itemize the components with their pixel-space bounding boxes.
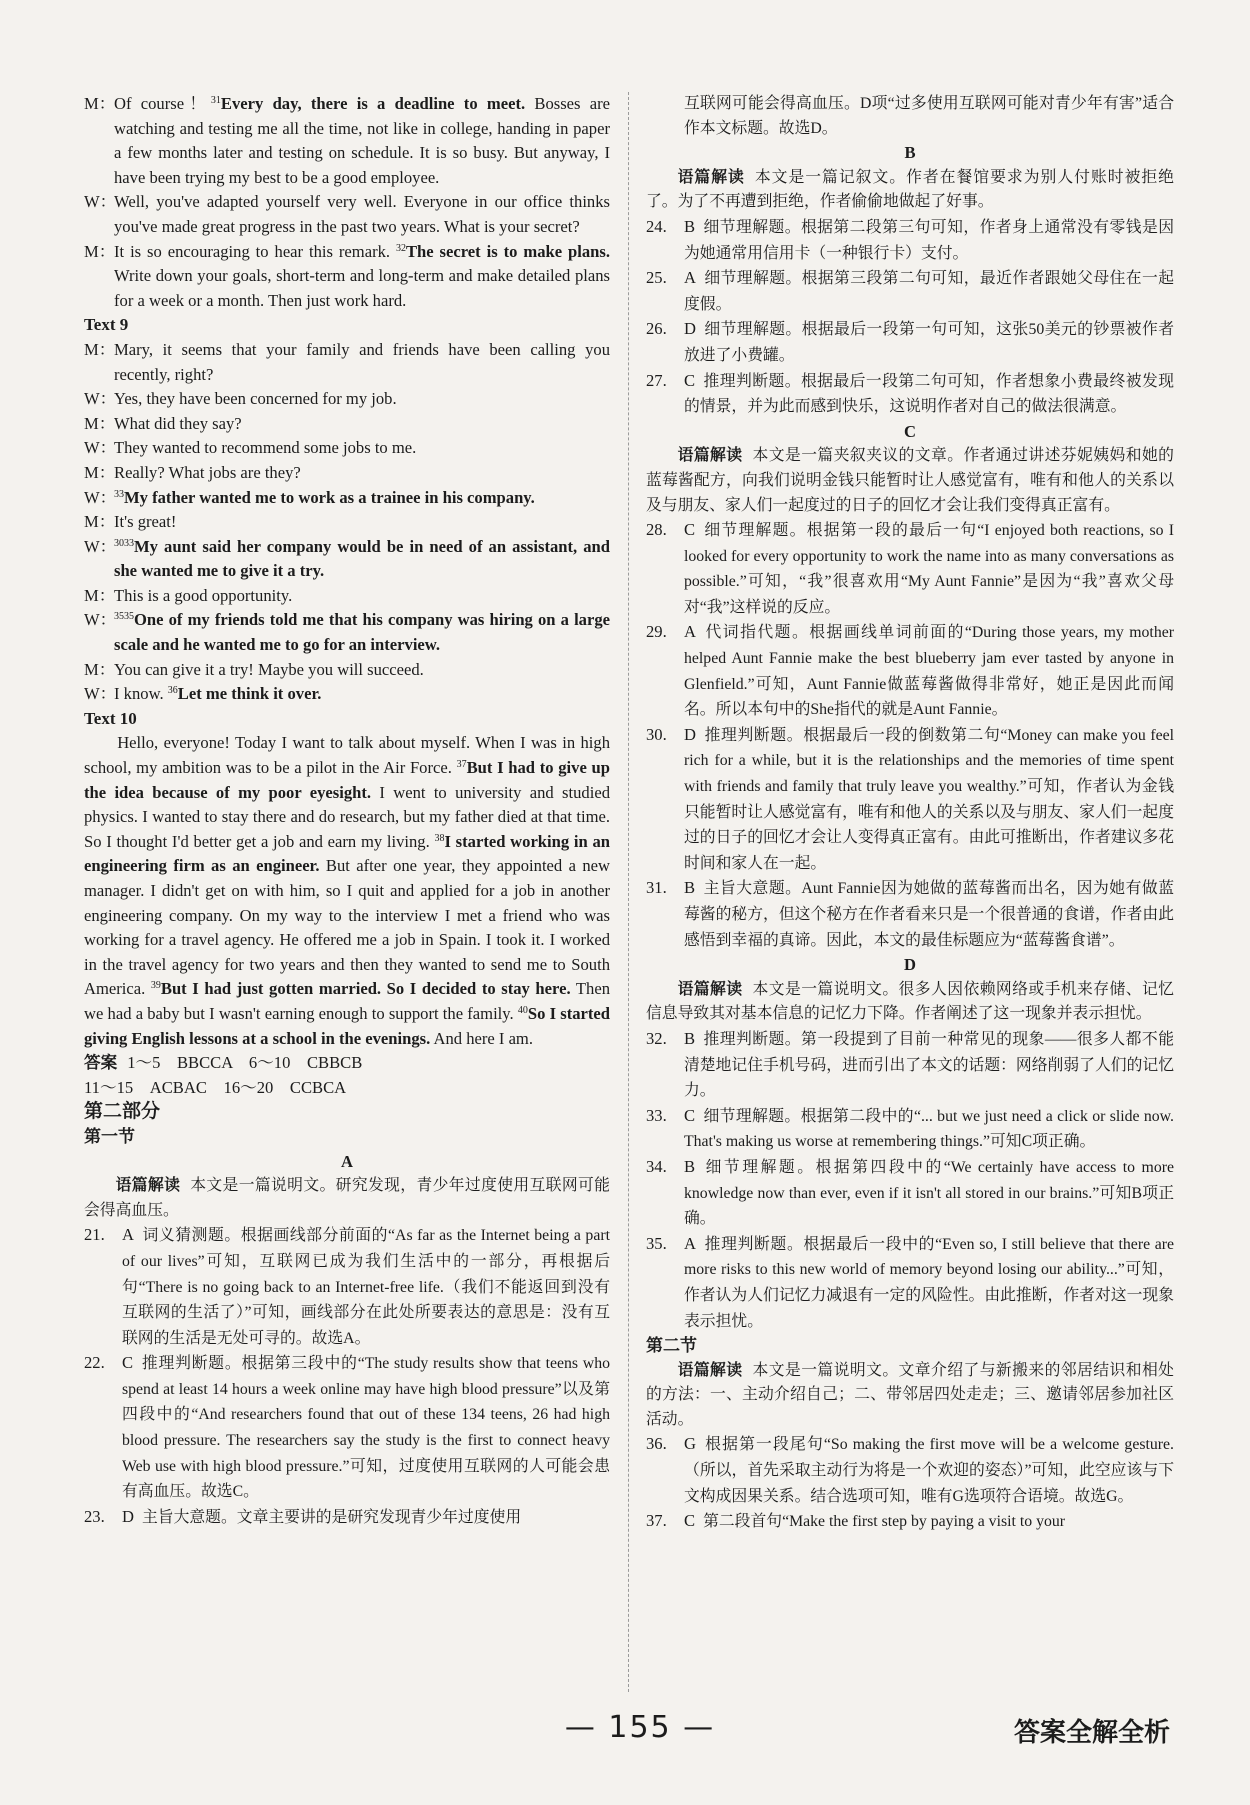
question-item bbox=[646, 518, 1174, 620]
answer-label: 答案 bbox=[84, 1053, 118, 1073]
question-number: 21. bbox=[84, 1225, 105, 1245]
dialog-text: Write down your goals, short-term and long-term and make detailed plans for a week or a month. Then just work hard. bbox=[114, 266, 610, 310]
question-explanation: 推理判断题。第一段提到了目前一种常见的现象——很多人都不能清楚地记住手机号码，进而引出了本文的话题：网络削弱了人们的记忆力。 bbox=[684, 1030, 1174, 1100]
question-explanation: 细节理解题。根据最后一段第一句可知，这张50美元的钞票被作者放进了小费罐。 bbox=[684, 321, 1174, 364]
sentence-marker: 3535 bbox=[114, 611, 134, 623]
dialog-line bbox=[84, 535, 610, 584]
continued-text: 互联网可能会得高血压。D项“过多使用互联网可能对青少年有害”适合作本文标题。故选D。 bbox=[684, 95, 1174, 137]
speaker-label: W： bbox=[84, 684, 117, 704]
question-explanation: 代词指代题。根据画线单词前面的“During those years, my mother helped Aunt Fannie make the best blueberry jam ever tasted by anyone in Glenfield.”可知，Aunt Fannie做蓝莓酱做得非常好，她正是因此而闻名。所以本句中的She指代的就是Aunt Fannie。 bbox=[684, 624, 1174, 719]
dialog-text: What did they say? bbox=[114, 413, 242, 433]
question-answer: B bbox=[684, 1028, 696, 1048]
dialog-line bbox=[84, 240, 610, 314]
question-item bbox=[84, 1223, 610, 1351]
key-sentence: But I had just gotten married. So I decided to stay here. bbox=[160, 979, 571, 999]
question-answer: D bbox=[684, 319, 696, 339]
left-column bbox=[84, 92, 610, 1530]
question-number: 30. bbox=[646, 724, 667, 744]
question-number: 35. bbox=[646, 1233, 667, 1253]
dialog-line bbox=[84, 608, 610, 657]
question-number: 33. bbox=[646, 1105, 667, 1125]
question-answer: A bbox=[684, 622, 696, 642]
question-item bbox=[646, 1509, 1174, 1535]
question-explanation: 推理判断题。根据第三段中的“The study results show that teens who spend at least 14 hours a week online may have high blood pressure”以及第四段中的“And researchers found that out of these 134 teens, 26 had high blood pressure. The researchers say the study is the first to connect heavy Web use with high blood pressure.”可知，过度使用互联网的人可能会患有高血压。故选C。 bbox=[122, 1355, 610, 1501]
speaker-label: W： bbox=[84, 438, 117, 458]
speaker-label: W： bbox=[84, 536, 117, 556]
dialog-section bbox=[84, 92, 610, 313]
dialog-line bbox=[84, 412, 610, 437]
question-answer: A bbox=[684, 268, 696, 288]
question-explanation: 推理判断题。根据最后一段的倒数第二句“Money can make you feel rich for a while, but it is the relationships and the memories of time spent with friends and family that truly leave you wealthy.”可知，作者认为金钱只能暂时让人感觉富有，唯有和他人的关系以及与朋友、家人们一起度过的日子的回忆才会让人变得真正富有。由此可推断出，作者建议多花时间和家人在一起。 bbox=[684, 726, 1174, 872]
dialog-line bbox=[84, 658, 610, 683]
question-explanation: 词义猜测题。根据画线部分前面的“As far as the Internet being a part of our lives”可知，互联网已成为我们生活中的一部分，再根据后句“There is no going back to an Internet-free life.（我们不能返回到没有互联网的生活了）”可知，画线部分在此处所要表达的意思是：没有互联网的生活是无处可寻的。故选A。 bbox=[122, 1227, 610, 1347]
dialog-line bbox=[84, 387, 610, 412]
speaker-label: M： bbox=[84, 339, 116, 359]
right-column bbox=[646, 92, 1174, 1535]
question-number: 31. bbox=[646, 878, 667, 898]
question-number: 27. bbox=[646, 370, 667, 390]
question-item bbox=[84, 1505, 610, 1531]
speaker-label: M： bbox=[84, 659, 116, 679]
intro-c: 语篇解读 本文是一篇夹叙夹议的文章。作者通过讲述芬妮姨妈和她的蓝莓酱配方，向我们说明金钱只能暂时让人感觉富有，唯有和他人的关系以及与朋友、家人们一起度过的日子的回忆才会让我们变得真正富有。 bbox=[646, 447, 1174, 514]
question-answer: G bbox=[684, 1434, 696, 1454]
question-number: 37. bbox=[646, 1511, 667, 1531]
key-sentence: Let me think it over. bbox=[177, 684, 322, 704]
speaker-label: M： bbox=[84, 94, 116, 113]
question-list bbox=[84, 1223, 610, 1530]
question-number: 34. bbox=[646, 1156, 667, 1176]
dialog-line bbox=[84, 436, 610, 461]
dialog-section bbox=[84, 338, 610, 707]
speaker-label: M： bbox=[84, 241, 116, 261]
part-heading: 第二部分 bbox=[84, 1101, 161, 1123]
dialog-line bbox=[84, 682, 610, 707]
intro-a: 语篇解读 本文是一篇说明文。研究发现，青少年过度使用互联网可能会得高血压。 bbox=[84, 1177, 610, 1219]
page-number: — 155 — bbox=[564, 1710, 716, 1745]
answer-line-2: 11～15 ACBAC 16～20 CCBCA bbox=[84, 1077, 347, 1097]
question-answer: B bbox=[684, 216, 696, 236]
sentence-marker: 36 bbox=[167, 685, 178, 697]
sub-heading-a: A bbox=[341, 1151, 353, 1171]
speaker-label: W： bbox=[84, 487, 117, 507]
question-answer: C bbox=[684, 1105, 696, 1125]
question-list bbox=[646, 215, 1174, 420]
dialog-line bbox=[84, 92, 610, 190]
dialog-line bbox=[84, 461, 610, 486]
dialog-text: You can give it a try! Maybe you will succeed. bbox=[114, 659, 424, 679]
question-item bbox=[646, 369, 1174, 420]
dialog-text: Then we had a baby but I wasn't earning enough to support the family. bbox=[84, 979, 611, 1023]
sub-heading-b: B bbox=[904, 143, 916, 163]
speaker-label: M： bbox=[84, 585, 116, 605]
question-explanation: 细节理解题。根据第四段中的“We certainly have access to more knowledge now than ever, even if it isn't all stored in our brains.”可知B项正确。 bbox=[684, 1158, 1174, 1228]
key-sentence: My aunt said her company would be in need of an assistant, and she wanted me to give it a try. bbox=[114, 536, 610, 581]
question-explanation: 主旨大意题。Aunt Fannie因为她做的蓝莓酱而出名，因为她有做蓝莓酱的秘方，但这个秘方在作者看来只是一个很普通的食谱，作者由此感悟到幸福的真谛。因此，本文的最佳标题应为“蓝莓酱食谱”。 bbox=[684, 880, 1174, 949]
question-item bbox=[646, 1232, 1174, 1334]
question-answer: A bbox=[122, 1225, 134, 1245]
question-item bbox=[646, 1027, 1174, 1104]
dialog-text: I know. bbox=[114, 684, 168, 704]
dialog-text: It's great! bbox=[114, 512, 177, 532]
question-item bbox=[646, 215, 1174, 266]
question-explanation: 细节理解题。根据第二段中的“... but we just need a click or slide now. That's making us worse at remembering things.”可知C项正确。 bbox=[684, 1107, 1174, 1151]
column-divider bbox=[628, 92, 629, 1692]
question-explanation: 主旨大意题。文章主要讲的是研究发现青少年过度使用 bbox=[141, 1508, 522, 1526]
question-number: 24. bbox=[646, 216, 667, 236]
question-explanation: 细节理解题。根据第二段第三句可知，作者身上通常没有零钱是因为她通常用信用卡（一种银行卡）支付。 bbox=[684, 218, 1174, 262]
intro-b: 语篇解读 本文是一篇记叙文。作者在餐馆要求为别人付账时被拒绝了。为了不再遭到拒绝，作者偷偷地做起了好事。 bbox=[646, 168, 1174, 211]
question-item bbox=[646, 317, 1174, 368]
dialog-line bbox=[84, 486, 610, 511]
sentence-marker: 38 bbox=[434, 832, 445, 844]
dialog-text: Hello, everyone! Today I want to talk about myself. When I was in high school, my ambition was to be a pilot in the Air Force. bbox=[84, 733, 610, 778]
question-answer: C bbox=[122, 1353, 134, 1373]
question-item bbox=[646, 1432, 1174, 1509]
intro-d: 语篇解读 本文是一篇说明文。很多人因依赖网络或手机来存储、记忆信息导致其对基本信息的记忆力下降。作者阐述了这一现象并表示担忧。 bbox=[646, 980, 1174, 1023]
question-answer: C bbox=[684, 520, 696, 540]
text10-title: Text 10 bbox=[84, 708, 137, 728]
dialog-text: It is so encouraging to hear this remark. bbox=[114, 241, 396, 261]
key-sentence: Every day, there is a deadline to meet. bbox=[220, 94, 526, 113]
dialog-text: Mary, it seems that your family and friends have been calling you recently, right? bbox=[114, 339, 610, 384]
dialog-text: Well, you've adapted yourself very well. Everyone in our office thinks you've made great progress in the past two years. What is your secret? bbox=[114, 192, 610, 236]
question-answer: D bbox=[122, 1506, 134, 1526]
question-number: 23. bbox=[84, 1506, 105, 1526]
dialog-line bbox=[84, 584, 610, 609]
speaker-label: M： bbox=[84, 462, 116, 482]
key-sentence: I started working in an engineering firm as an engineer. bbox=[84, 831, 610, 876]
question-list bbox=[646, 1432, 1174, 1534]
question-item bbox=[84, 1351, 610, 1505]
dialog-line bbox=[84, 338, 610, 387]
sub-heading-d: D bbox=[904, 955, 916, 975]
dialog-text: But after one year, they appointed a new manager. I didn't get on with him, so I quit and applied for a job in another engineering company. On my way to the interview I met a friend who was working for a travel agency. He offered me a job in Spain. I took it. I worked in the travel agency for two years and then they wanted to send me to South America. bbox=[84, 856, 610, 999]
question-item bbox=[646, 876, 1174, 953]
question-number: 26. bbox=[646, 319, 667, 339]
question-list bbox=[646, 1027, 1174, 1334]
dialog-text: Yes, they have been concerned for my job. bbox=[114, 389, 397, 409]
key-sentence: But I had to give up the idea because of my poor eyesight. bbox=[84, 758, 610, 802]
question-item bbox=[646, 1104, 1174, 1155]
dialog-text: This is a good opportunity. bbox=[114, 585, 293, 605]
question-explanation: 细节理解题。根据第一段的最后一句“I enjoyed both reactions, so I looked for every opportunity to work the name into as many conversations as possible.”可知，“我”很喜欢用“My Aunt Fannie”是因为“我”喜欢父母对“我”这样说的反应。 bbox=[684, 522, 1174, 616]
dialog-line bbox=[84, 190, 610, 239]
question-number: 32. bbox=[646, 1028, 667, 1048]
sub-heading-c: C bbox=[904, 421, 916, 441]
question-answer: C bbox=[684, 370, 696, 390]
dialog-text: Really? What jobs are they? bbox=[114, 462, 301, 482]
answer-line-1: 1～5 BBCCA 6～10 CBBCB bbox=[127, 1053, 363, 1073]
question-explanation: 推理判断题。根据最后一段中的“Even so, I still believe that there are more risks to this new world of memory beyond losing our ability...”可知，作者认为人们记忆力减退有一定的风险性。由此推断，作者对这一现象表示担忧。 bbox=[684, 1235, 1174, 1330]
dialog-text: And here I am. bbox=[430, 1028, 533, 1048]
speaker-label: W： bbox=[84, 192, 117, 212]
sentence-marker: 32 bbox=[395, 242, 406, 254]
sentence-marker: 39 bbox=[150, 980, 161, 992]
intro-s2: 语篇解读 本文是一篇说明文。文章介绍了与新搬来的邻居结识和相处的方法：一、主动介绍自己；二、带邻居四处走走；三、邀请邻居参加社区活动。 bbox=[646, 1361, 1174, 1428]
answer-key bbox=[84, 1051, 610, 1076]
sentence-marker: 37 bbox=[456, 759, 467, 771]
question-item bbox=[646, 1155, 1174, 1232]
running-title: 答案全解全析 bbox=[1013, 1718, 1170, 1748]
sentence-marker: 3033 bbox=[114, 537, 134, 549]
sentence-marker: 33 bbox=[114, 488, 124, 500]
section-heading: 第一节 bbox=[84, 1126, 135, 1146]
question-explanation: 根据第一段尾句“So making the first move will be a welcome gesture.（所以，首先采取主动行为将是一个欢迎的姿态）”可知，此空应该与下文构成因果关系。结合选项可知，唯有G选项符合语境。故选G。 bbox=[684, 1436, 1174, 1505]
question-item bbox=[646, 723, 1174, 877]
key-sentence: The secret is to make plans. bbox=[405, 241, 610, 261]
question-answer: D bbox=[684, 724, 696, 744]
dialog-text: They wanted to recommend some jobs to me. bbox=[114, 438, 417, 458]
dialog-line bbox=[84, 510, 610, 535]
key-sentence: My father wanted me to work as a trainee in his company. bbox=[124, 487, 535, 507]
question-answer: A bbox=[684, 1233, 696, 1253]
question-answer: B bbox=[684, 1156, 696, 1176]
question-number: 29. bbox=[646, 622, 667, 642]
question-explanation: 第二段首句“Make the first step by paying a visit to your bbox=[703, 1513, 1066, 1531]
speaker-label: W： bbox=[84, 389, 117, 409]
sentence-marker: 40 bbox=[517, 1004, 528, 1016]
dialog-text: I went to university and studied physics. I wanted to stay there and do research, but my father died at that time. So I thought I'd better get a job and earn my living. bbox=[84, 782, 610, 851]
sentence-marker: 31 bbox=[210, 95, 221, 106]
text10-passage bbox=[84, 731, 610, 1051]
question-explanation: 推理判断题。根据最后一段第二句可知，作者想象小费最终被发现的情景，并为此而感到快乐，这说明作者对自己的做法很满意。 bbox=[684, 372, 1174, 416]
key-sentence: So I started giving English lessons at a school in the evenings. bbox=[84, 1003, 610, 1048]
question-number: 25. bbox=[646, 268, 667, 288]
question-explanation: 细节理解题。根据第三段第二句可知，最近作者跟她父母住在一起度假。 bbox=[684, 270, 1174, 313]
section-heading-2: 第二节 bbox=[646, 1336, 697, 1356]
question-item bbox=[646, 620, 1174, 722]
question-number: 36. bbox=[646, 1434, 667, 1454]
question-number: 28. bbox=[646, 520, 667, 540]
text9-title: Text 9 bbox=[84, 315, 129, 335]
key-sentence: One of my friends told me that his company was hiring on a large scale and he wanted me to go for an interview. bbox=[114, 610, 610, 655]
question-list bbox=[646, 518, 1174, 953]
question-answer: C bbox=[684, 1511, 696, 1531]
speaker-label: M： bbox=[84, 512, 116, 532]
dialog-text: Of course！ bbox=[114, 94, 211, 113]
question-item bbox=[646, 266, 1174, 317]
speaker-label: M： bbox=[84, 413, 116, 433]
speaker-label: W： bbox=[84, 610, 117, 630]
question-number: 22. bbox=[84, 1353, 105, 1373]
dialog-text: Bosses are watching and testing me all the time, not like in college, handing in paper a few months later and testing on schedule. It is so busy. But anyway, I have been trying my best to be a good employee. bbox=[114, 94, 611, 187]
question-answer: B bbox=[684, 878, 696, 898]
